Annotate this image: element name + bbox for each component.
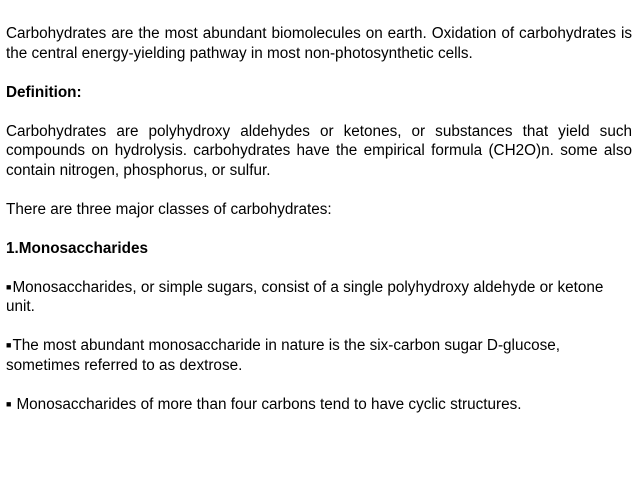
- square-bullet-icon: ■: [6, 398, 12, 409]
- bullet-item-3: [6, 395, 632, 415]
- monosaccharides-heading: 1.Monosaccharides: [6, 239, 148, 257]
- intro-paragraph: Carbohydrates are the most abundant biomolecules on earth. Oxidation of carbohydrates is the central energy-yielding pathway in most non-photosynthetic cells.: [6, 25, 632, 62]
- bullet-item-2: [6, 336, 632, 375]
- classes-intro-paragraph: There are three major classes of carbohydrates:: [6, 200, 332, 218]
- bullet-text-1: Monosaccharides, or simple sugars, consist of a single polyhydroxy aldehyde or ketone unit.: [6, 278, 604, 315]
- square-bullet-icon: ■: [6, 281, 12, 292]
- bullet-text-3: Monosaccharides of more than four carbons tend to have cyclic structures.: [16, 395, 522, 413]
- bullet-text-2: The most abundant monosaccharide in nature is the six-carbon sugar D-glucose, sometimes referred to as dextrose.: [6, 337, 561, 374]
- bullet-item-1: [6, 278, 632, 317]
- square-bullet-icon: ■: [6, 340, 12, 350]
- definition-heading: Definition:: [6, 83, 82, 101]
- definition-paragraph: Carbohydrates are polyhydroxy aldehydes or ketones, or substances that yield such compounds on hydrolysis. carbohydrates have the empirical formula (CH2O)n. some also contain nitrogen, phosphorus, or sulfur.: [6, 122, 632, 179]
- document-page: [6, 24, 632, 434]
